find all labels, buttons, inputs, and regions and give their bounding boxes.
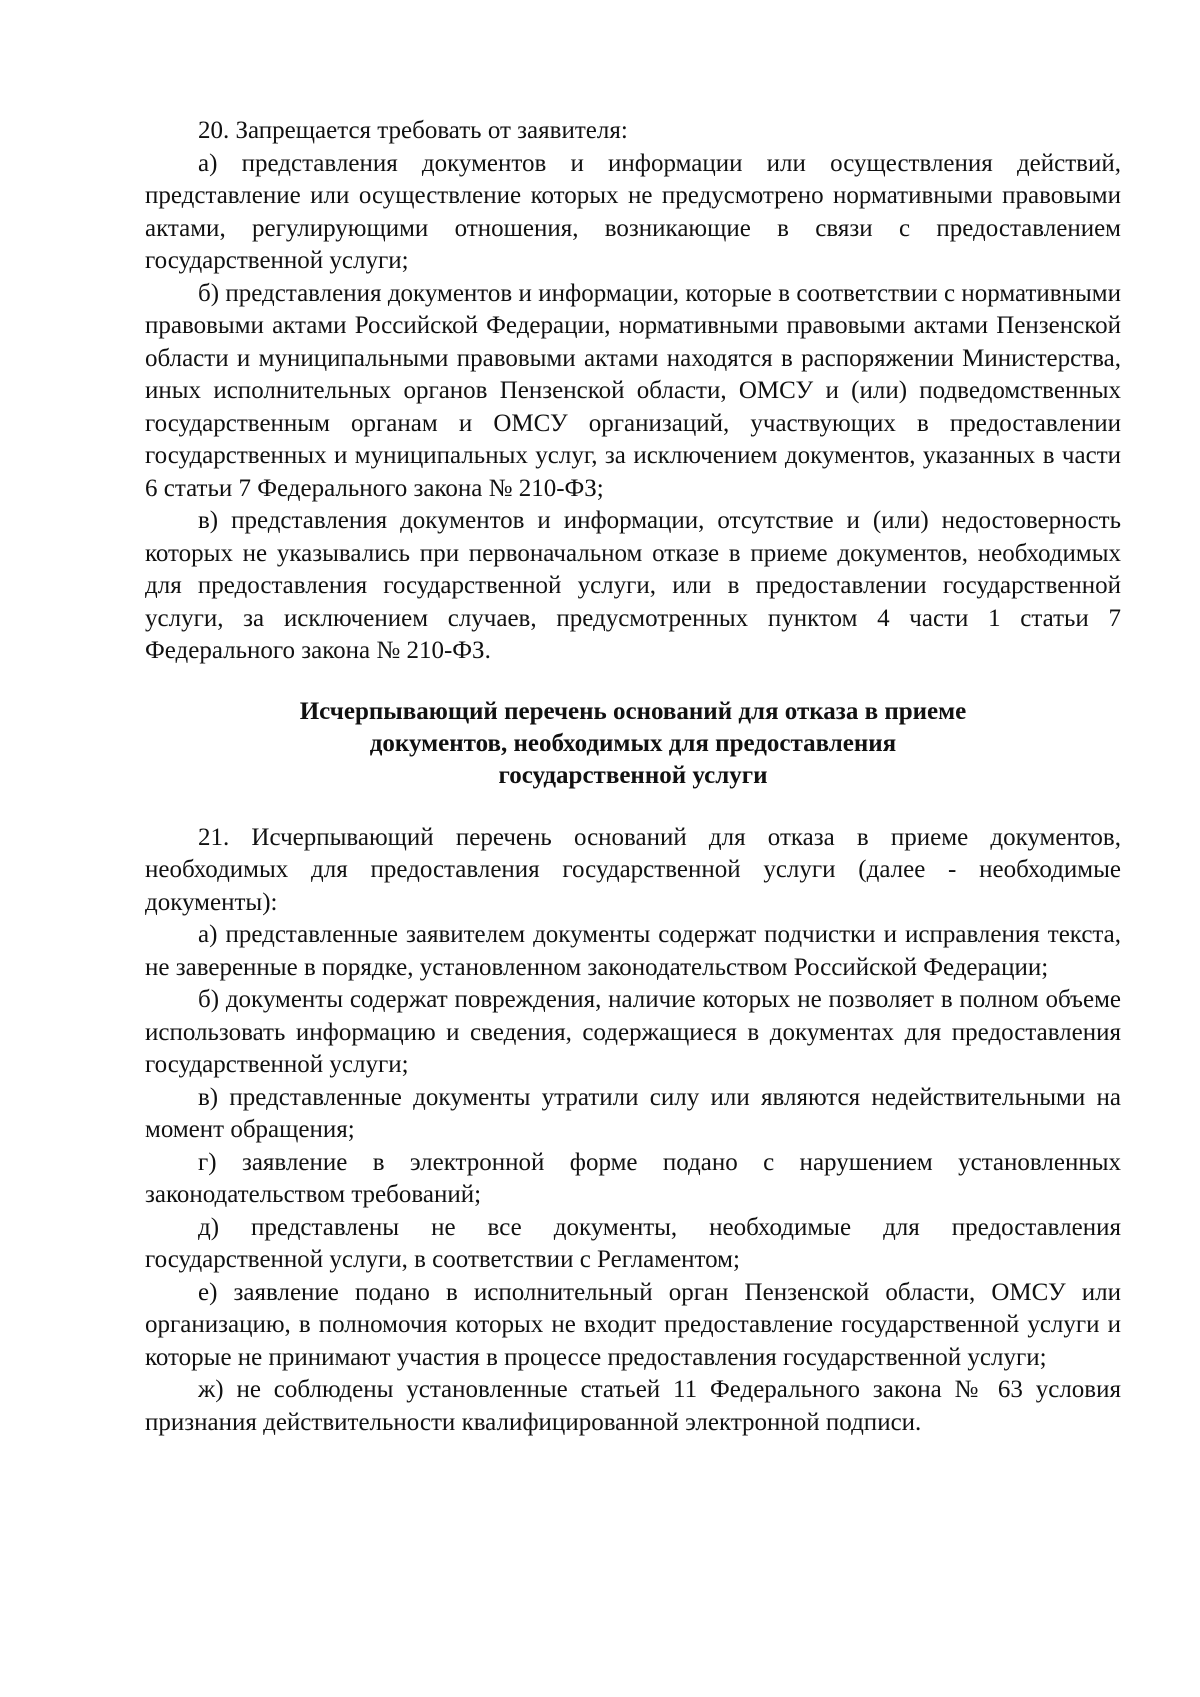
section-20-item-b: б) представления документов и информации, которые в соответствии с нормативными правовыми актами Российской Федерации, нормативными правовыми актами Пензенской области и муниципальными правовыми актами находятся в распоряжении Министерства, иных исполнительных органов Пензенской области, ОМСУ и (или) подведомственных государственным органам и ОМСУ организаций, участвующих в предоставлении государственных и муниципальных услуг, за исключением документов, указанных в части 6 статьи 7 Федерального закона № 210-ФЗ; [145,279,1121,502]
section-21-item-b: б) документы содержат повреждения, наличие которых не позволяет в полном объеме использовать информацию и сведения, содержащиеся в документах для предоставления государственной услуги; [145,986,1121,1078]
section-21-item-e: е) заявление подано в исполнительный орган Пензенской области, ОМСУ или организацию, в полномочия которых не входит предоставление государственной услуги и которые не принимают участия в процессе предоставления государственной услуги; [145,1278,1121,1371]
section-heading-line-3: государственной услуги [498,761,768,789]
section-21-item-g: г) заявление в электронной форме подано с нарушением установленных законодательством требований; [145,1148,1121,1208]
section-21-item-a: а) представленные заявителем документы содержат подчистки и исправления текста, не заверенные в порядке, установленном законодательством Российской Федерации; [145,921,1121,981]
section-21-intro: 21. Исчерпывающий перечень оснований для отказа в приеме документов, необходимых для предоставления государственной услуги (далее - необходимые документы): [145,823,1121,916]
section-20-intro: 20. Запрещается требовать от заявителя: [198,117,628,144]
section-heading [145,696,1121,792]
section-21-item-zh: ж) не соблюдены установленные статьей 11 Федерального закона № 63 условия признания действительности квалифицированной электронной подписи. [145,1376,1121,1436]
section-20-item-v: в) представления документов и информации, отсутствие и (или) недостоверность которых не указывались при первоначальном отказе в приеме документов, необходимых для предоставления государственной услуги, или в предоставлении государственной услуги, за исключением случаев, предусмотренных пунктом 4 части 1 статьи 7 Федерального закона № 210-ФЗ. [145,507,1121,664]
section-20-item-a: а) представления документов и информации или осуществления действий, представление или осуществление которых не предусмотрено нормативными правовыми актами, регулирующими отношения, возникающие в связи с предоставлением государственной услуги; [145,149,1121,274]
section-21-item-d: д) представлены не все документы, необходимые для предоставления государственной услуги, в соответствии с Регламентом; [145,1213,1121,1273]
section-heading-line-2: документов, необходимых для предоставления [369,729,897,757]
document-page [145,115,1121,1439]
section-heading-line-1: Исчерпывающий перечень оснований для отказа в приеме [299,697,967,725]
section-21-item-v: в) представленные документы утратили силу или являются недействительными на момент обращения; [145,1083,1121,1143]
